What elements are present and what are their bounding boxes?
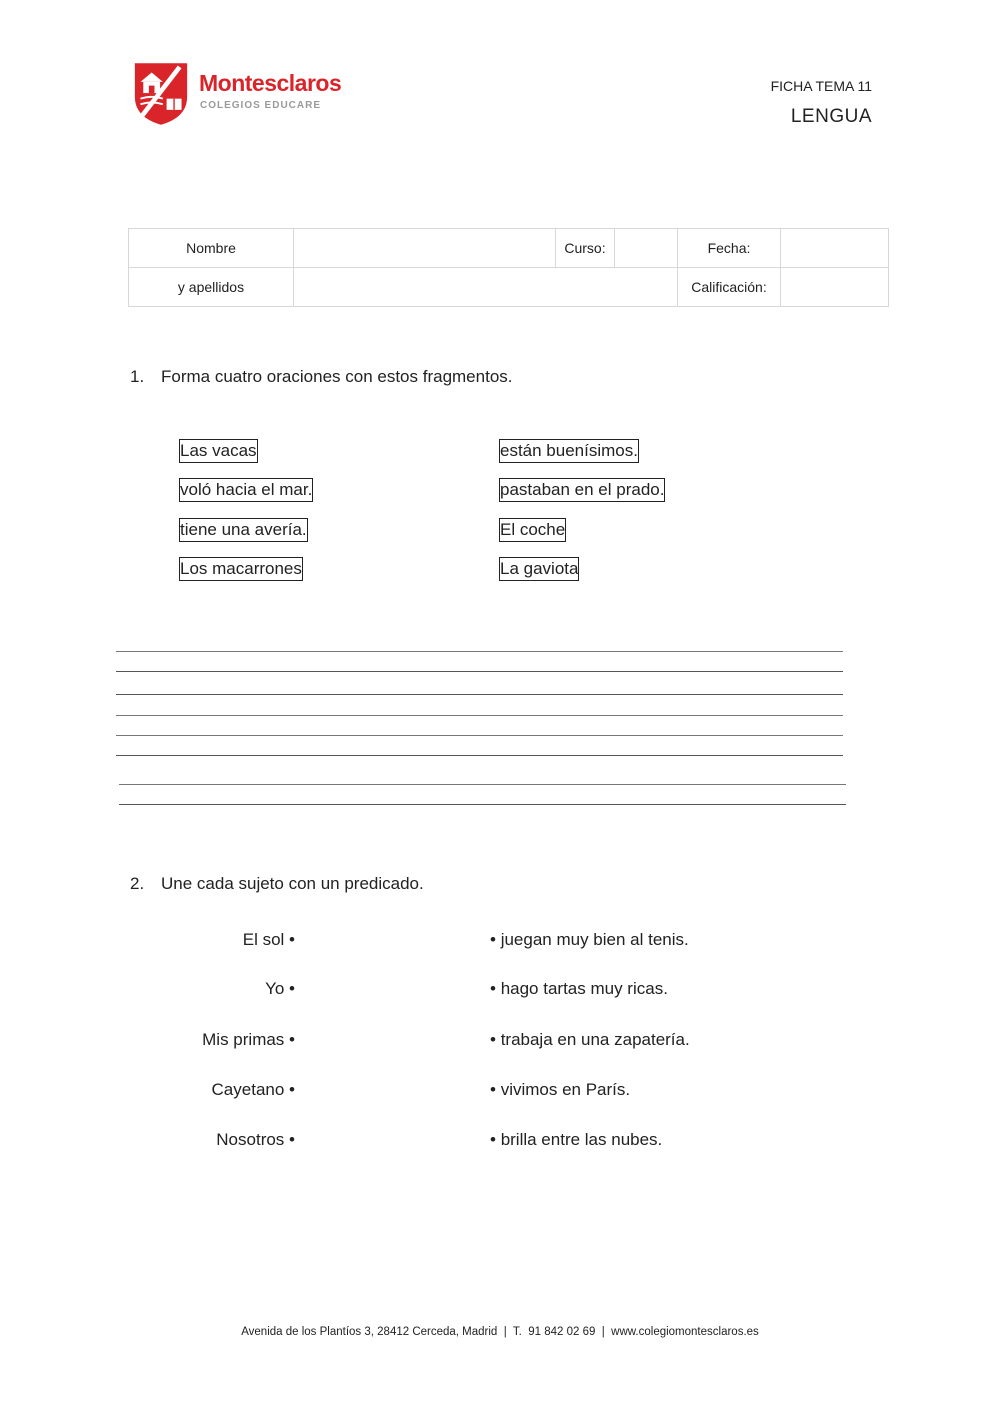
answer-line xyxy=(116,671,843,672)
calificacion-field[interactable] xyxy=(781,268,889,307)
fragment-right[interactable]: La gaviota xyxy=(499,557,579,581)
predicate-item[interactable] xyxy=(490,979,668,999)
fragment-right-2-wrap xyxy=(499,478,665,502)
exercise-2-number: 2. xyxy=(130,874,145,893)
fragment-right[interactable]: pastaban en el prado. xyxy=(499,478,665,502)
exercise-1-text: Forma cuatro oraciones con estos fragmentos. xyxy=(161,367,513,386)
bullet-icon: • xyxy=(490,1130,496,1149)
exercise-1-prompt xyxy=(130,367,513,387)
predicate-text: hago tartas muy ricas. xyxy=(500,979,668,998)
fragment-left[interactable]: Los macarrones xyxy=(179,557,303,581)
answer-line xyxy=(116,651,843,652)
subject-text: Mis primas xyxy=(202,1030,285,1049)
subject-title: LENGUA xyxy=(790,106,872,127)
answer-line xyxy=(116,755,843,756)
curso-field[interactable] xyxy=(615,229,678,268)
bullet-icon: • xyxy=(490,1030,496,1049)
calificacion-label: Calificación: xyxy=(678,268,781,307)
student-info-table xyxy=(128,228,889,307)
school-logo xyxy=(133,59,189,129)
predicate-text: brilla entre las nubes. xyxy=(500,1130,663,1149)
subject-text: El sol xyxy=(242,930,285,949)
bullet-icon: • xyxy=(289,1030,295,1049)
fragment-right[interactable]: El coche xyxy=(499,518,566,542)
subject-item[interactable] xyxy=(95,1130,295,1150)
answer-line xyxy=(119,784,846,785)
curso-label: Curso: xyxy=(556,229,615,268)
bullet-icon: • xyxy=(490,1080,496,1099)
fragment-left-4-wrap xyxy=(179,557,303,581)
answer-line xyxy=(119,804,846,805)
predicate-item[interactable] xyxy=(490,1030,690,1050)
predicate-item[interactable] xyxy=(490,930,689,950)
predicate-item[interactable] xyxy=(490,1080,630,1100)
worksheet-label: FICHA TEMA 11 xyxy=(770,78,872,94)
apellidos-label: y apellidos xyxy=(129,268,294,307)
apellidos-field[interactable] xyxy=(294,268,678,307)
fragment-right-1-wrap xyxy=(499,439,639,463)
subject-text: Cayetano xyxy=(211,1080,285,1099)
predicate-item[interactable] xyxy=(490,1130,662,1150)
fragment-right-4-wrap xyxy=(499,557,579,581)
subject-text: Nosotros xyxy=(216,1130,285,1149)
fecha-label: Fecha: xyxy=(678,229,781,268)
answer-line xyxy=(116,715,843,716)
fragment-right-3-wrap xyxy=(499,518,566,542)
predicate-text: trabaja en una zapatería. xyxy=(500,1030,690,1049)
subject-item[interactable] xyxy=(95,979,295,999)
footer-address: Avenida de los Plantíos 3, 28412 Cerceda, Madrid | T. 91 842 02 69 | www.colegiomontesclaros.es xyxy=(241,1326,759,1338)
answer-line xyxy=(116,694,843,695)
subject-item[interactable] xyxy=(95,1030,295,1050)
fragment-left-3-wrap xyxy=(179,518,308,542)
bullet-icon: • xyxy=(289,979,295,998)
fragment-left-2-wrap xyxy=(179,478,313,502)
bullet-icon: • xyxy=(490,930,496,949)
subject-item[interactable] xyxy=(95,1080,295,1100)
fragment-left[interactable]: Las vacas xyxy=(179,439,258,463)
bullet-icon: • xyxy=(289,930,295,949)
fragment-left[interactable]: tiene una avería. xyxy=(179,518,308,542)
subject-item[interactable] xyxy=(95,930,295,950)
exercise-1-number: 1. xyxy=(130,367,145,386)
answer-line xyxy=(116,735,843,736)
predicate-text: juegan muy bien al tenis. xyxy=(500,930,689,949)
fecha-field[interactable] xyxy=(781,229,889,268)
fragment-right[interactable]: están buenísimos. xyxy=(499,439,639,463)
subject-text: Yo xyxy=(265,979,285,998)
fragment-left-1-wrap xyxy=(179,439,258,463)
brand-subtitle: COLEGIOS EDUCARE xyxy=(200,100,322,111)
nombre-label: Nombre xyxy=(129,229,294,268)
bullet-icon: • xyxy=(490,979,496,998)
exercise-2-prompt xyxy=(130,874,424,894)
bullet-icon: • xyxy=(289,1130,295,1149)
brand-name: Montesclaros xyxy=(199,70,342,96)
predicate-text: vivimos en París. xyxy=(500,1080,631,1099)
nombre-field[interactable] xyxy=(294,229,556,268)
fragment-left[interactable]: voló hacia el mar. xyxy=(179,478,313,502)
bullet-icon: • xyxy=(289,1080,295,1099)
exercise-2-text: Une cada sujeto con un predicado. xyxy=(161,874,424,893)
